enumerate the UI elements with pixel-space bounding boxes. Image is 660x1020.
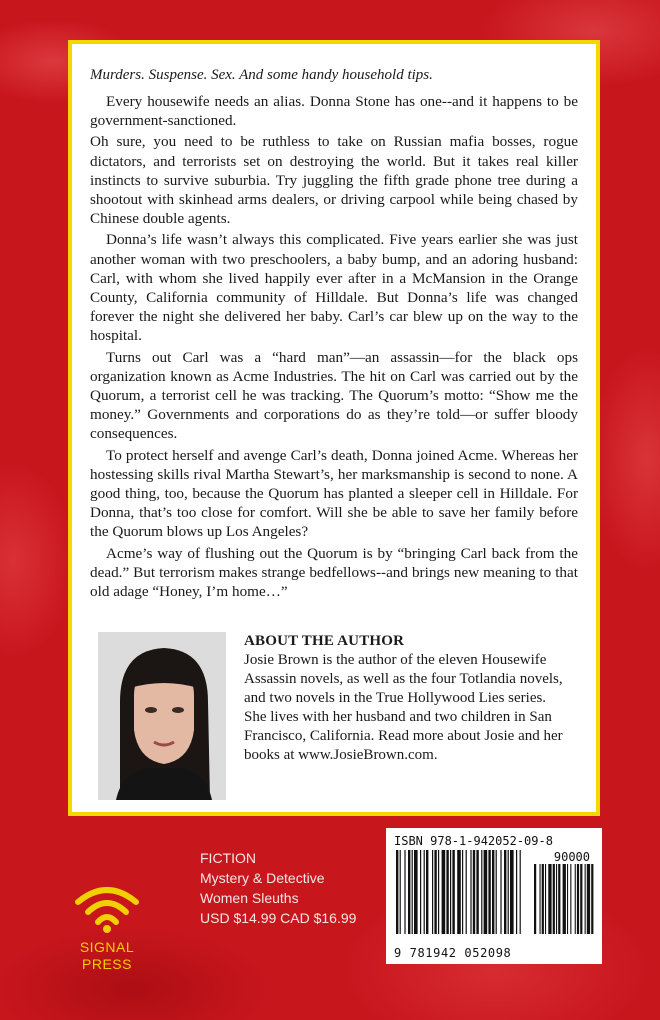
barcode-bar: [481, 850, 482, 934]
barcode-bar: [452, 850, 454, 934]
publisher-name: PRESS: [82, 956, 132, 972]
blurb-paragraph: Turns out Carl was a “hard man”—an assassin—for the black ops organization known as Acme Industries. The hit on Carl was carried out by the Quorum, a terrorist cell he was tracking. The Quorum’s motto: “Show me the money.” Governments and corporations do as they’re told—or suffer bloody consequences.: [90, 348, 578, 443]
blurb-paragraph: Oh sure, you need to be ruthless to take on Russian mafia bosses, rogue dictators, and terrorists set on destroying the world. But it takes real killer instincts to survive suburbia. Try juggling the fifth grade phone tree during a shootout with skinhead arms dealers, or driving carpool while being chased by Chinese double agents.: [90, 133, 578, 228]
blurb-paragraph: Every housewife needs an alias. Donna Stone has one--and it happens to be government-sanctioned.: [90, 93, 578, 130]
barcode-bar: [587, 864, 590, 934]
barcode-bar: [426, 850, 428, 934]
barcode-bar: [563, 864, 566, 934]
barcode-bar: [567, 864, 568, 934]
genre-subcategory: Mystery & Detective: [200, 870, 325, 886]
barcode-bar: [556, 864, 557, 934]
barcode-bar: [446, 850, 448, 934]
barcode-bar: [500, 850, 501, 934]
genre-category: FICTION: [200, 850, 256, 866]
barcode-bar: [434, 850, 436, 934]
barcode-bar: [442, 850, 446, 934]
wifi-signal-icon: [74, 882, 140, 934]
barcode-bar: [488, 850, 490, 934]
barcode-bar: [408, 850, 410, 934]
author-heading: ABOUT THE AUTHOR: [244, 633, 405, 649]
barcode-bar: [534, 864, 536, 934]
blurb-paragraph: Donna’s life wasn’t always this complicated. Five years earlier she was just another woman with two preschoolers, a baby bump, and an adoring husband: Carl, with whom she lived happily ever after in a McMansion in the Orange County, California community of Hilldale. But Donna’s life was changed forever the night she delivered her baby. Carl’s car blew up on the way to the hospital.: [90, 231, 578, 345]
barcode-bar: [558, 864, 560, 934]
barcode-bar: [508, 850, 509, 934]
barcode-bar: [520, 850, 521, 934]
blurb-paragraph: To protect herself and avenge Carl’s death, Donna joined Acme. Whereas her hostessing skills rival Martha Stewart’s, her marksmanship is second to none. A good thing, too, because the Quorum has planted a sleeper cell in Hilldale. For Donna, that’s too close for comfort. Will she be able to save her family before the Quorum blows up Los Angeles?: [90, 446, 578, 541]
author-bio: Josie Brown is the author of the eleven Housewife Assassin novels, as well as the four Totlandia novels, and two novels in the True Hollywood Lies series.: [244, 652, 563, 706]
barcode-bar: [545, 864, 546, 934]
barcode-bar: [476, 850, 478, 934]
barcode-bar: [510, 850, 514, 934]
barcode-bar: [414, 850, 418, 934]
barcode-bar: [516, 850, 517, 934]
barcode-bar: [591, 864, 593, 934]
barcode-bar: [542, 864, 544, 934]
tagline: Murders. Suspense. Sex. And some handy household tips.: [90, 67, 433, 83]
barcode-bar: [462, 850, 463, 934]
about-the-author: [94, 632, 584, 807]
genre-info: [200, 848, 356, 928]
publisher-logo: [62, 882, 152, 973]
isbn-text: ISBN 978-1-942052-09-8: [394, 834, 553, 848]
isbn-barcode: [386, 828, 602, 964]
barcode-bar: [424, 850, 425, 934]
barcode-bar: [553, 864, 555, 934]
barcode-bar: [470, 850, 471, 934]
back-cover-panel: [68, 40, 600, 816]
author-bio: She lives with her husband and two children in San Francisco, California. Read more about Josie and her books at www.JosieBrown.com.: [244, 709, 563, 763]
author-photo: [98, 632, 226, 800]
barcode-bar: [585, 864, 586, 934]
barcode-bar: [484, 850, 488, 934]
barcode-bar: [400, 850, 401, 934]
genre-subcategory: Women Sleuths: [200, 890, 299, 906]
barcode-bar: [432, 850, 433, 934]
barcode-bar: [540, 864, 541, 934]
barcode-bar: [404, 850, 405, 934]
price: USD $14.99 CAD $16.99: [200, 910, 357, 926]
barcode-bar: [438, 850, 439, 934]
barcode-bar: [577, 864, 579, 934]
barcode-bar: [420, 850, 421, 934]
barcode-digits: 9 781942 052098: [394, 946, 512, 960]
barcode-bar: [548, 864, 551, 934]
barcode-bar: [466, 850, 467, 934]
publisher-name: SIGNAL: [79, 939, 135, 955]
barcode-bar: [412, 850, 413, 934]
barcode-bar: [450, 850, 451, 934]
barcode-bar: [492, 850, 494, 934]
price-code: 90000: [553, 850, 590, 864]
barcode-bar: [396, 850, 398, 934]
barcode-bar: [504, 850, 506, 934]
blurb-paragraph: Acme’s way of flushing out the Quorum is by “bringing Carl back from the dead.” But terrorism makes strange bedfellows--and brings new meaning to that old adage “Honey, I’m home…”: [90, 544, 578, 601]
barcode-bar: [496, 850, 497, 934]
barcode-bar: [457, 850, 461, 934]
barcode-bar: [575, 864, 576, 934]
barcode-bar: [580, 864, 582, 934]
barcode-bar: [473, 850, 475, 934]
author-portrait-icon: [98, 632, 226, 800]
barcode-bar: [570, 864, 571, 934]
barcode-bars: [394, 850, 594, 942]
